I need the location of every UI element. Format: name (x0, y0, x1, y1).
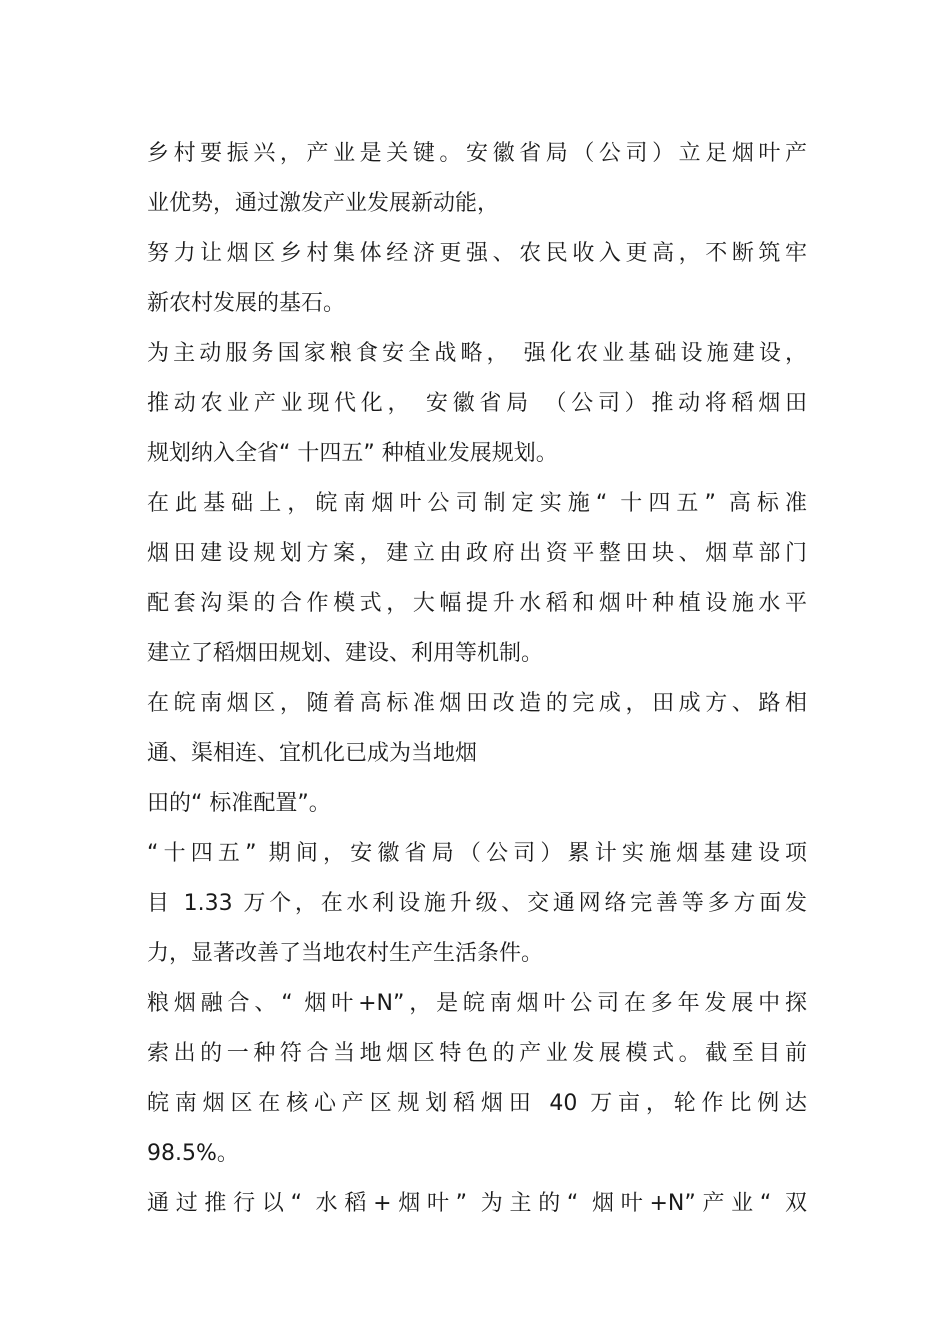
paragraph (147, 682, 807, 782)
text-line: 力，显著改善了当地农村生产生活条件。 (147, 941, 544, 966)
paragraph (147, 332, 807, 482)
text-line: 建立了稻烟田规划、建设、利用等机制。 (147, 641, 544, 666)
text-line: 目 1.33 万个，在水利设施升级、交通网络完善等多方面发 (147, 891, 807, 916)
text-line: 烟田建设规划方案，建立由政府出资平整田块、烟草部门 (147, 541, 807, 566)
paragraph (147, 1182, 807, 1232)
text-line: 新农村发展的基石。 (147, 291, 346, 316)
text-line: 通过推行以“ 水稻+烟叶” 为主的“ 烟叶+N”产业“ 双 (147, 1191, 807, 1216)
text-line: 乡村要振兴，产业是关键。安徽省局（公司）立足烟叶产 (147, 141, 807, 166)
text-line: 规划纳入全省“ 十四五” 种植业发展规划。 (147, 441, 558, 466)
text-line: 田的“ 标准配置”。 (147, 791, 331, 816)
text-line: 在皖南烟区，随着高标准烟田改造的完成，田成方、路相 (147, 691, 807, 716)
text-line: 通、渠相连、宜机化已成为当地烟 (147, 741, 478, 766)
text-line: 推动农业产业现代化， 安徽省局 （公司）推动将稻烟田 (147, 391, 807, 416)
paragraph (147, 832, 807, 982)
text-line: 皖南烟区在核心产区规划稻烟田 40 万亩，轮作比例达 (147, 1091, 807, 1116)
text-line: 配套沟渠的合作模式，大幅提升水稻和烟叶种植设施水平 (147, 591, 807, 616)
text-line: 为主动服务国家粮食安全战略， 强化农业基础设施建设， (147, 341, 807, 366)
paragraph (147, 782, 807, 832)
paragraph (147, 982, 807, 1182)
paragraph (147, 132, 807, 232)
document-body (147, 132, 807, 1232)
text-line: 努力让烟区乡村集体经济更强、农民收入更高，不断筑牢 (147, 241, 807, 266)
text-line: 在此基础上，皖南烟叶公司制定实施“ 十四五” 高标准 (147, 491, 807, 516)
text-line: 索出的一种符合当地烟区特色的产业发展模式。截至目前 (147, 1041, 807, 1066)
text-line: 粮烟融合、“ 烟叶+N”，是皖南烟叶公司在多年发展中探 (147, 991, 807, 1016)
text-line: 98.5%。 (147, 1141, 239, 1166)
paragraph (147, 232, 807, 332)
text-line: 业优势，通过激发产业发展新动能， (147, 191, 500, 216)
text-line: “十四五” 期间，安徽省局（公司）累计实施烟基建设项 (147, 841, 807, 866)
paragraph (147, 482, 807, 682)
